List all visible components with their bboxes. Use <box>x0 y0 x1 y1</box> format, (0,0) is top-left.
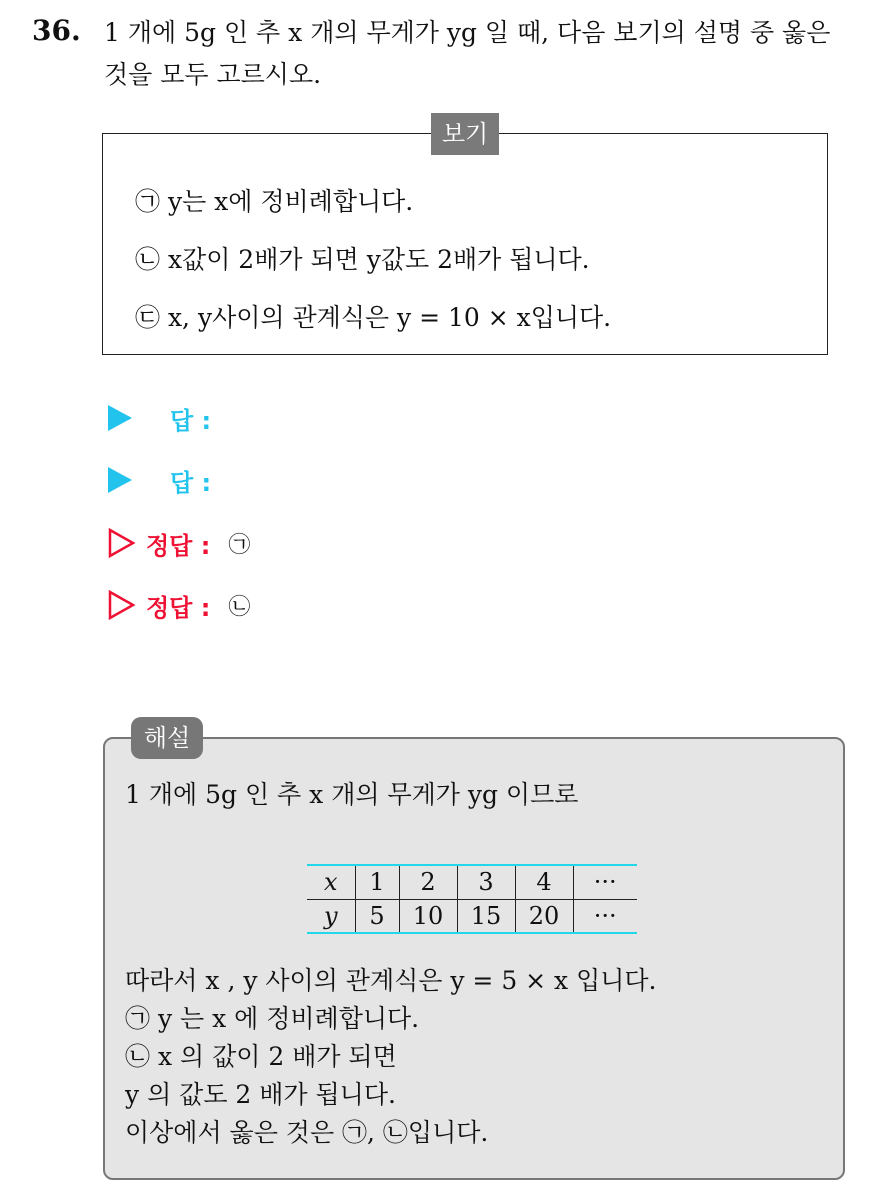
correct-label: 정답 : <box>146 531 211 560</box>
value-table <box>307 864 637 934</box>
explanation-box <box>103 724 845 1180</box>
bogi-box <box>102 120 828 355</box>
answer-blank-2 <box>108 460 211 500</box>
correct-value: ㉡ <box>228 594 251 620</box>
explanation-line-1: 따라서 x , y 사이의 관계식은 y = 5 × x 입니다. <box>125 966 657 995</box>
explanation-line-5: 이상에서 옳은 것은 ㉠, ㉡입니다. <box>125 1118 489 1147</box>
table-cell: 20 <box>515 899 573 933</box>
table-cell: 4 <box>515 865 573 899</box>
explanation-line-3: ㉡ x 의 값이 2 배가 되면 <box>125 1042 397 1071</box>
explanation-intro: 1 개에 5g 인 추 x 개의 무게가 yg 이므로 <box>125 780 579 809</box>
table-row-y <box>307 899 637 933</box>
correct-answer-1 <box>108 523 250 563</box>
answer-blank-1 <box>108 398 211 438</box>
table-cell: 2 <box>399 865 457 899</box>
correct-value: ㉠ <box>228 532 251 558</box>
correct-answer-2 <box>108 585 250 625</box>
outline-arrow-icon <box>108 528 136 558</box>
question-line-1: 1 개에 5g 인 추 x 개의 무게가 yg 일 때, 다음 보기의 설명 중 옳은 <box>104 18 831 47</box>
answer-label: 답 : <box>170 468 212 497</box>
correct-label: 정답 : <box>146 593 211 622</box>
table-cell: 1 <box>355 865 399 899</box>
table-row-x <box>307 865 637 899</box>
table-cell: x <box>307 865 355 899</box>
question-number: 36. <box>32 14 81 47</box>
table-cell: 10 <box>399 899 457 933</box>
table-cell: ··· <box>573 865 637 899</box>
table-cell: y <box>307 899 355 933</box>
table-cell: 5 <box>355 899 399 933</box>
explanation-line-2: ㉠ y 는 x 에 정비례합니다. <box>125 1004 420 1033</box>
explanation-title: 해설 <box>131 717 203 759</box>
question-text <box>104 12 864 96</box>
play-arrow-icon <box>108 467 132 493</box>
outline-arrow-icon <box>108 590 136 620</box>
bogi-item-3: ㉢ x, y사이의 관계식은 y = 10 × x입니다. <box>135 303 612 332</box>
table-cell: ··· <box>573 899 637 933</box>
bogi-item-1: ㉠ y는 x에 정비례합니다. <box>135 187 414 216</box>
bogi-item-2: ㉡ x값이 2배가 되면 y값도 2배가 됩니다. <box>135 245 590 274</box>
answer-label: 답 : <box>170 406 212 435</box>
question-line-2: 것을 모두 고르시오. <box>104 60 322 89</box>
table-cell: 3 <box>457 865 515 899</box>
explanation-line-4: y 의 값도 2 배가 됩니다. <box>125 1080 396 1109</box>
play-arrow-icon <box>108 405 132 431</box>
bogi-title: 보기 <box>431 113 499 155</box>
table-cell: 15 <box>457 899 515 933</box>
